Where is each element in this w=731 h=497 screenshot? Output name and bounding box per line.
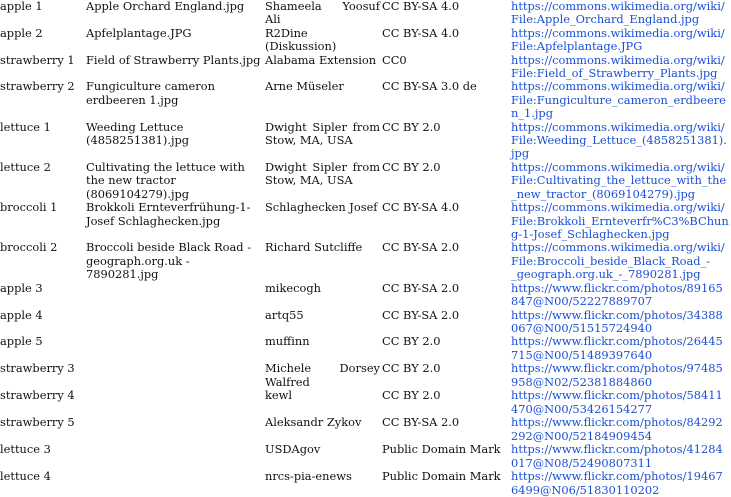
table-row xyxy=(0,54,731,81)
file-name: Field of Strawberry Plants.jpg xyxy=(86,52,261,67)
table-row xyxy=(0,416,731,443)
file-name xyxy=(86,282,265,309)
source-link[interactable]: https://www.flickr.com/photos/34388067@N00/51515724940 xyxy=(511,307,723,335)
license-name: Public Domain Mark xyxy=(382,469,501,484)
file-name xyxy=(86,470,265,497)
source-link[interactable]: https://commons.wikimedia.org/wiki/File:Broccoli_beside_Black_Road_-_geograph.org.uk_-_7890281.jpg xyxy=(511,240,725,282)
table-row xyxy=(0,282,731,309)
file-name: Apple Orchard England.jpg xyxy=(86,0,245,13)
author-name: Arne Müseler xyxy=(265,79,344,94)
license-name: CC BY-SA 3.0 de xyxy=(382,79,477,94)
license-name: CC BY 2.0 xyxy=(382,334,441,349)
image-label: strawberry 1 xyxy=(0,52,75,67)
file-name: Fungiculture cameron erdbeeren 1.jpg xyxy=(86,79,215,107)
image-label: apple 3 xyxy=(0,280,43,295)
file-name: Weeding Lettuce (4858251381).jpg xyxy=(86,119,190,148)
image-label: apple 5 xyxy=(0,334,43,349)
author-name: Richard Sutcliffe xyxy=(265,240,363,255)
author-name: Dwight Sipler from Stow, MA, USA xyxy=(265,159,380,188)
table-row xyxy=(0,470,731,497)
license-name: CC BY-SA 2.0 xyxy=(382,240,460,255)
author-name: USDAgov xyxy=(265,442,321,457)
image-label: apple 2 xyxy=(0,25,43,40)
license-name: CC BY-SA 2.0 xyxy=(382,307,460,322)
license-name: Public Domain Mark xyxy=(382,442,501,457)
license-name: CC BY 2.0 xyxy=(382,388,441,403)
author-name: Dwight Sipler from Stow, MA, USA xyxy=(265,119,380,148)
source-link[interactable]: https://www.flickr.com/photos/41284017@N08/52490807311 xyxy=(511,442,723,470)
license-name: CC BY-SA 2.0 xyxy=(382,280,460,295)
source-link[interactable]: https://commons.wikimedia.org/wiki/File:Cultivating_the_lettuce_with_the_new_tractor_(8069104279).jpg xyxy=(511,159,727,201)
license-name: CC BY-SA 4.0 xyxy=(382,0,460,13)
image-label: lettuce 2 xyxy=(0,159,51,174)
author-name: Schlaghecken Josef xyxy=(265,200,378,215)
table-row xyxy=(0,201,731,241)
author-name: Aleksandr Zykov xyxy=(265,415,362,430)
license-name: CC BY 2.0 xyxy=(382,361,441,376)
table-row xyxy=(0,309,731,336)
image-label: broccoli 2 xyxy=(0,240,58,255)
file-name xyxy=(86,309,265,336)
file-name xyxy=(86,335,265,362)
image-label: lettuce 3 xyxy=(0,442,51,457)
source-link[interactable]: https://www.flickr.com/photos/194676499@N06/51830110202 xyxy=(511,469,723,497)
author-name: Shameela Yoosuf Ali xyxy=(265,0,380,27)
table-row xyxy=(0,0,731,27)
license-name: CC BY 2.0 xyxy=(382,159,441,174)
file-name xyxy=(86,443,265,470)
license-name: CC BY-SA 4.0 xyxy=(382,25,460,40)
source-link[interactable]: https://commons.wikimedia.org/wiki/File:Brokkoli_Ernteverfr%C3%BChung-1-Josef_Schlaghecken.jpg xyxy=(511,200,729,241)
table-row xyxy=(0,389,731,416)
source-link[interactable]: https://www.flickr.com/photos/89165847@N00/52227889707 xyxy=(511,280,723,308)
source-link[interactable]: https://commons.wikimedia.org/wiki/File:Weeding_Lettuce_(4858251381).jpg xyxy=(511,119,727,161)
table-row xyxy=(0,443,731,470)
author-name: nrcs-pia-enews xyxy=(265,469,352,484)
source-link[interactable]: https://commons.wikimedia.org/wiki/File:Field_of_Strawberry_Plants.jpg xyxy=(511,52,725,81)
table-row xyxy=(0,335,731,362)
author-name: artq55 xyxy=(265,307,304,322)
file-name: Apfelplantage.JPG xyxy=(86,25,192,40)
image-label: apple 4 xyxy=(0,307,43,322)
source-link[interactable]: https://www.flickr.com/photos/58411470@N00/53426154277 xyxy=(511,388,723,416)
author-name: Alabama Extension xyxy=(265,52,377,67)
image-label: strawberry 4 xyxy=(0,388,75,403)
source-link[interactable]: https://www.flickr.com/photos/26445715@N00/51489397640 xyxy=(511,334,723,362)
author-name: R2Dine (Diskussion) xyxy=(265,25,337,54)
image-label: strawberry 3 xyxy=(0,361,75,376)
file-name: Cultivating the lettuce with the new tractor (8069104279).jpg xyxy=(86,159,245,201)
image-label: apple 1 xyxy=(0,0,43,13)
image-label: strawberry 2 xyxy=(0,79,75,94)
image-label: broccoli 1 xyxy=(0,200,58,215)
table-row xyxy=(0,121,731,161)
source-link[interactable]: https://www.flickr.com/photos/84292292@N00/52184909454 xyxy=(511,415,723,443)
table-row xyxy=(0,362,731,389)
file-name xyxy=(86,362,265,389)
author-name: Michele Dorsey Walfred xyxy=(265,361,380,389)
file-name: Broccoli beside Black Road - geograph.org.uk - 7890281.jpg xyxy=(86,240,252,282)
image-label: strawberry 5 xyxy=(0,415,75,430)
author-name: mikecogh xyxy=(265,280,321,295)
image-label: lettuce 1 xyxy=(0,119,51,134)
file-name xyxy=(86,416,265,443)
table-row xyxy=(0,241,731,281)
file-name xyxy=(86,389,265,416)
table-row xyxy=(0,80,731,120)
source-link[interactable]: https://www.flickr.com/photos/97485958@N02/52381884860 xyxy=(511,361,723,389)
source-link[interactable]: https://commons.wikimedia.org/wiki/File:Apfelplantage.JPG xyxy=(511,25,725,54)
license-name: CC BY-SA 2.0 xyxy=(382,415,460,430)
license-name: CC BY-SA 4.0 xyxy=(382,200,460,215)
table-row xyxy=(0,27,731,54)
file-name: Brokkoli Ernteverfrühung-1-Josef Schlaghecken.jpg xyxy=(86,200,251,228)
table-row xyxy=(0,161,731,201)
source-link[interactable]: https://commons.wikimedia.org/wiki/File:Apple_Orchard_England.jpg xyxy=(511,0,725,27)
image-label: lettuce 4 xyxy=(0,469,51,484)
source-link[interactable]: https://commons.wikimedia.org/wiki/File:Fungiculture_cameron_erdbeeren_1.jpg xyxy=(511,79,726,121)
author-name: muffinn xyxy=(265,334,310,349)
author-name: kewl xyxy=(265,388,293,403)
license-name: CC0 xyxy=(382,52,407,67)
license-name: CC BY 2.0 xyxy=(382,119,441,134)
